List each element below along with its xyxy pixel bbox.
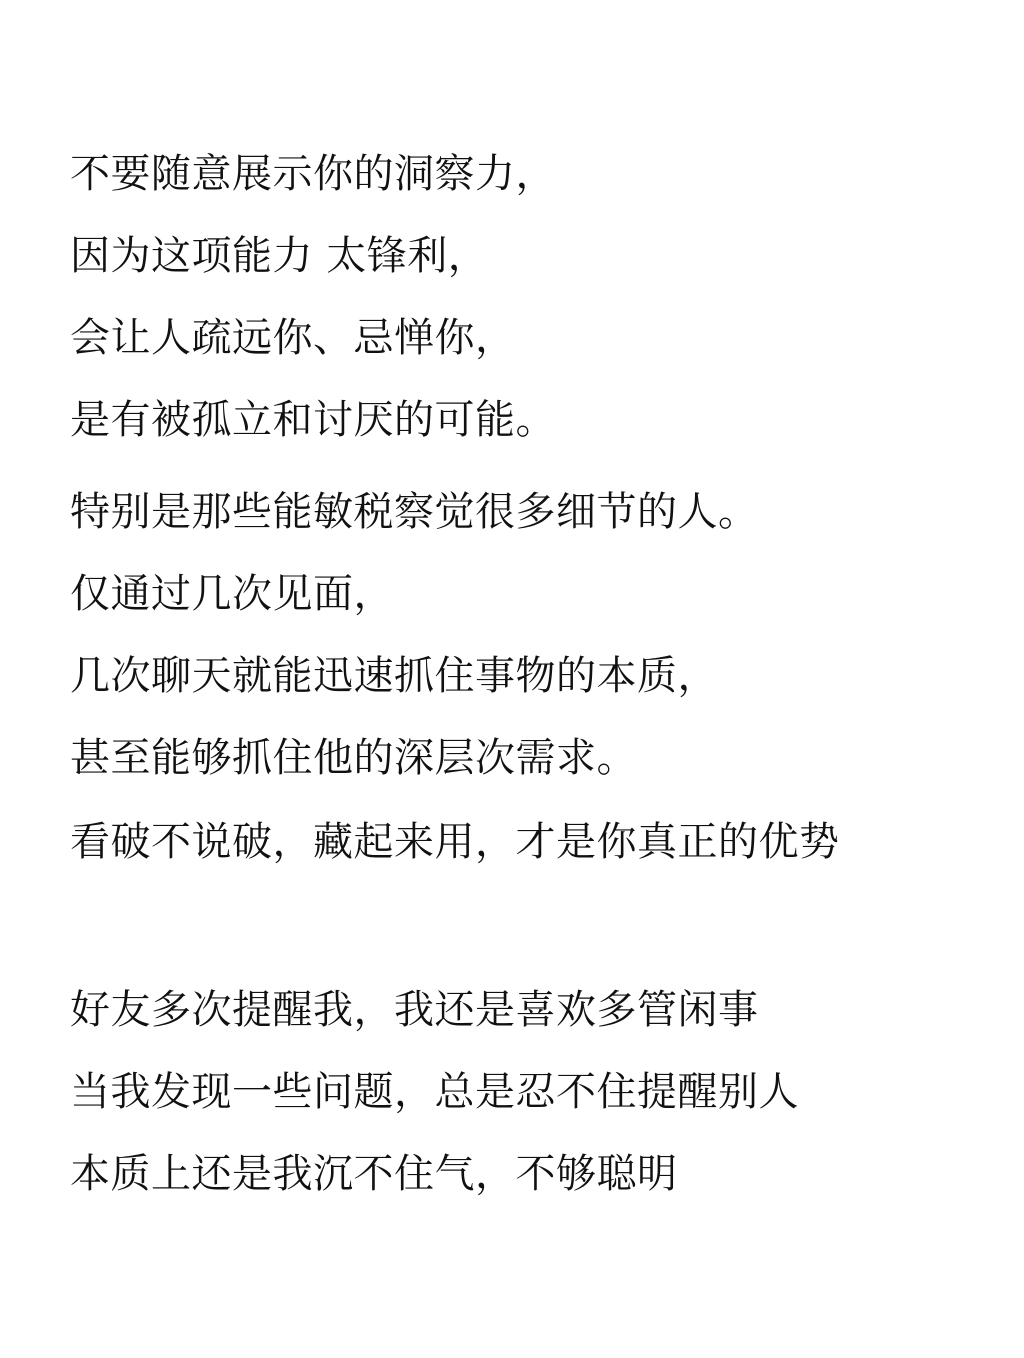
text-line: 仅通过几次见面， [70,571,394,617]
text-line: 看破不说破，藏起来用，才是你真正的优势 [70,819,840,865]
text-line: 几次聊天就能迅速抓住事物的本质， [70,653,718,699]
text-line: 不要随意展示你的洞察力， [70,151,556,197]
text-line: 会让人疏远你、忌惮你， [70,315,516,361]
text-line: 特别是那些能敏税察觉很多细节的人。 [70,489,759,535]
text-line: 好友多次提醒我，我还是喜欢多管闲事 [70,987,759,1033]
text-line: 当我发现一些问题，总是忍不住提醒别人 [70,1069,799,1115]
text-line: 是有被孤立和讨厌的可能。 [70,397,556,443]
text-line: 本质上还是我沉不住气，不够聪明 [70,1151,678,1197]
text-line: 甚至能够抓住他的深层次需求。 [70,735,637,781]
text-line: 因为这项能力 太锋利， [70,233,489,279]
